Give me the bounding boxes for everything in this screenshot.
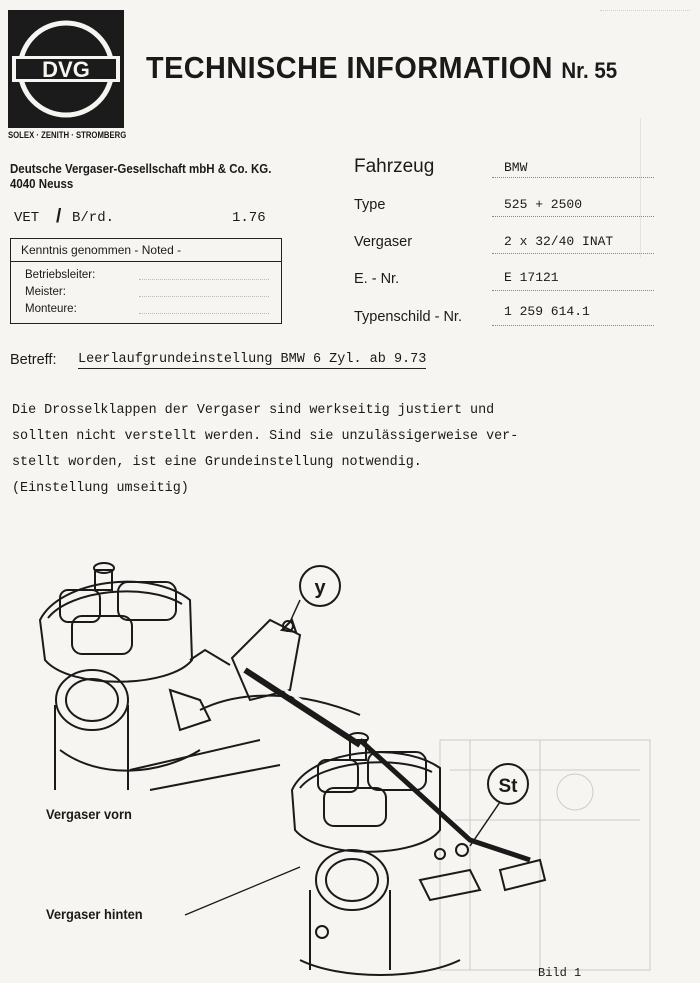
spec-label-fahrzeug: Fahrzeug <box>354 156 435 177</box>
signature-line <box>139 287 269 297</box>
spec-line <box>492 290 654 291</box>
spec-value-e-nr: E 17121 <box>504 270 559 285</box>
company-block <box>10 162 271 192</box>
body-text: Die Drosselklappen der Vergaser sind werkseitig justiert und sollten nicht verstellt werden. Sind sie unzulässigerweise ver- stellt worden, ist eine Grundeinstellung notwendig. (Einstellung umseitig) <box>12 403 519 496</box>
label-vergaser-vorn: Vergaser vorn <box>46 806 132 822</box>
title-number: Nr. 55 <box>561 58 618 83</box>
company-name: Deutsche Vergaser-Gesellschaft mbH & Co. KG. <box>10 162 272 176</box>
role-monteure: Monteure: <box>25 303 77 315</box>
spec-value-typenschild: 1 259 614.1 <box>504 304 590 319</box>
spec-label-vergaser: Vergaser <box>354 234 413 250</box>
logo-text: DVG <box>42 57 90 82</box>
spec-line <box>492 325 654 326</box>
reference-date: 1.76 <box>232 210 266 226</box>
spec-label-e-nr: E. - Nr. <box>354 271 400 287</box>
callout-st-label: St <box>498 776 518 797</box>
callout-y <box>290 566 340 622</box>
dvg-logo <box>8 10 124 128</box>
linkage <box>232 620 545 890</box>
leader-line-rear <box>185 867 300 915</box>
spec-label-typenschild: Typenschild - Nr. <box>354 309 462 325</box>
callout-st <box>470 764 528 846</box>
role-meister: Meister: <box>25 286 66 298</box>
label-vergaser-hinten: Vergaser hinten <box>46 906 143 922</box>
rear-carburetor <box>292 733 480 975</box>
logo-subtitle: SOLEX · ZENITH · STROMBERG <box>8 130 127 140</box>
spec-value-vergaser: 2 x 32/40 INAT <box>504 234 614 249</box>
spec-label-type: Type <box>354 197 386 213</box>
spec-value-fahrzeug: BMW <box>504 160 528 175</box>
bleed-through-mark <box>600 4 690 11</box>
reference-initials: B/rd. <box>72 210 115 226</box>
company-city: 4040 Neuss <box>10 177 74 191</box>
document-title <box>146 50 617 86</box>
spec-line <box>492 253 654 254</box>
spec-line <box>492 177 654 178</box>
callout-y-label: y <box>314 577 326 599</box>
betreff-text: Leerlaufgrundeinstellung BMW 6 Zyl. ab 9.73 <box>78 352 427 367</box>
signature-line <box>139 270 269 280</box>
reference-slash: / <box>56 206 62 227</box>
title-text: TECHNISCHE INFORMATION <box>146 50 553 85</box>
reference-code: VET <box>14 210 40 226</box>
noted-heading: Kenntnis genommen - Noted - <box>11 239 281 262</box>
noted-box <box>10 238 282 324</box>
bleed-through-drawing <box>440 740 650 970</box>
betreff-label: Betreff: <box>10 352 57 368</box>
figure-caption: Bild 1 <box>538 966 582 980</box>
role-betriebsleiter: Betriebsleiter: <box>25 269 96 281</box>
bleed-through-mark <box>640 118 691 258</box>
spec-line <box>492 216 654 217</box>
signature-line <box>139 304 269 314</box>
spec-value-type: 525 + 2500 <box>504 197 583 212</box>
